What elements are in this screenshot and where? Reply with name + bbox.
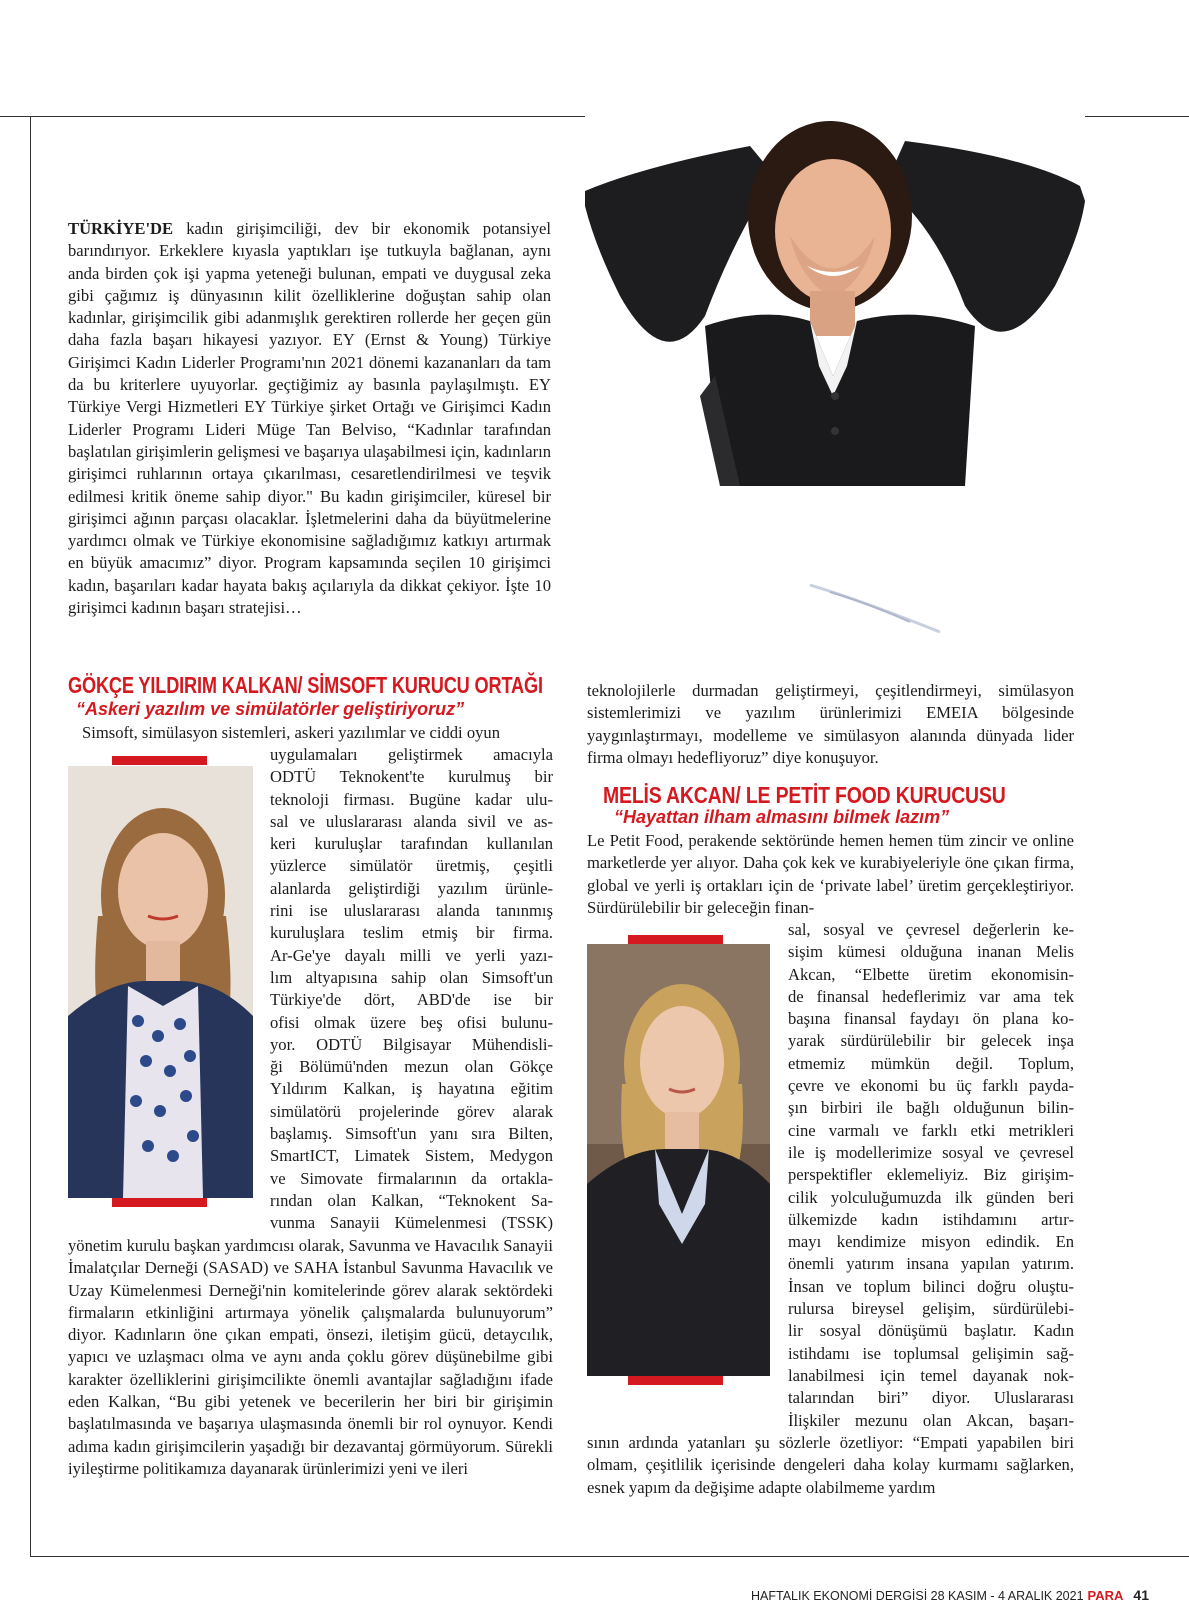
photo-melis-akcan — [587, 944, 770, 1376]
intro-text: kadın girişimciliği, dev bir ekonomik potansiyel barındırıyor. Erkeklere kıyasla yaptıkları işe tutkuyla bağlanan, aynı anda birden çok işi yapma yeteneği bulunan, empati ve duygusal zeka gibi çağımız iş dünyasının kilit özelliklerine doğuştan sahip olan kadınlar, girişimcilik gibi adanmışlık gerektiren rollerde her geçen gün daha fazla başarı hikayesi yazıyor. EY (Ernst & Young) Türkiye Girişimci Kadın Liderler Programı'nın 2021 dönemi kazananları da tam da bu kriterlere uyuyorlar. geçtiğimiz ay basınla paylaşılmıştı. EY Türkiye Vergi Hizmetleri EY Türkiye şirket Ortağı ve Girişimci Kadın Liderler Programı Lideri Müge Tan Belviso, “Kadınlar tarafından başlatılan girişimlerin gelişmesi ve başarıya ulaşabilmesi için, kadınların girişimci ruhlarının ortaya çıkarılması, cesaretlendirilmesi ve teşvik edilmesi kritik öneme sahip diyor." Bu kadın girişimciler, küresel bir girişimci ağının parçası olacaklar. İşletmelerini daha da büyütmelerine yardımcı olmak ve Türkiye ekonomisine sağladığımız katkıyı artırmak en büyük amacımız” diyor. Program kapsamında seçilen 10 girişimci kadın, başarıları kadar hayata bakış açılarıyla da dikkat çekiyor. İşte 10 girişimci kadının başarı stratejisi… — [68, 219, 551, 618]
intro-paragraph — [68, 218, 551, 619]
section1-subheading: “Askeri yazılım ve simülatörler geliştiriyoruz” — [76, 699, 465, 719]
section1-wrap-text: uygulamaları geliştirmek amacıyla ODTÜ Teknokent'te kurulmuş bir teknoloji firması. Bugüne kadar ulu- sal ve uluslararası alanda sivil ve as- keri kuruluşlar tarafından kullanılan yüzlerce simülatör üretmiş, çeşitli alanlarda geliştirdiği yazılım ürünle- rini ise uluslararası alanda tanınmış kuruluşlara teslim etmiş bir firma. Ar-Ge'ye dayalı milli ve yerli yazı- lım altyapısına sahip olan Simsoft'un Türkiye'de dört, ABD'de ise bir ofisi olmak üzere beş ofisi bulunu- yor. ODTÜ Bilgisayar Mühendisli- ği Bölümü'nden mezun olan Gökçe Yıldırım Kalkan, iş hayatına eğitim simülatörü projelerinde görev alarak başlamış. Simsoft'un yanı sıra Bilten, SmartICT, Limatek Sistem, Medygon ve Simovate firmalarının da ortakla- rından olan Kalkan, “Teknokent Sa- vunma Sanayii Kümelenmesi (TSSK) — [270, 745, 553, 1233]
section1-photo-bottombar — [112, 1198, 207, 1207]
section2-photo-bottombar — [628, 1376, 723, 1385]
page-footer — [751, 1587, 1149, 1603]
scan-artifact — [800, 570, 950, 640]
footer-brand: PARA — [1087, 1588, 1124, 1603]
section1-photo-topbar — [112, 756, 207, 765]
section1-first-line: Simsoft, simülasyon sistemleri, askeri yazılımlar ve ciddi oyun — [82, 723, 501, 742]
left-rule — [30, 116, 31, 1556]
bottom-rule — [30, 1556, 1189, 1557]
section2-subheading: “Hayattan ilham almasını bilmek lazım” — [614, 807, 950, 827]
section2-heading: MELİS AKCAN/ LE PETİT FOOD KURUCUSU — [603, 782, 1006, 808]
page-number: 41 — [1133, 1587, 1149, 1603]
intro-lead: TÜRKİYE'DE — [68, 219, 174, 238]
photo-gokce-yildirim-kalkan — [68, 766, 253, 1198]
footer-magazine: HAFTALIK EKONOMİ DERGİSİ 28 KASIM - 4 ARALIK 2021 — [751, 1589, 1084, 1603]
section2-photo-topbar — [628, 935, 723, 944]
section1-heading: GÖKÇE YILDIRIM KALKAN/ SİMSOFT KURUCU ORTAĞI — [68, 672, 543, 698]
section2-intro: Le Petit Food, perakende sektöründe hemen hemen tüm zincir ve online marketlerde yer alıyor. Daha çok kek ve kurabiyeleriyle öne çıkan firma, global ve yerli iş ortakları için de ‘private label’ üretim gerçekleştiriyor. Sürdürülebilir bir geleceğin finan- — [587, 831, 1074, 917]
section1-continuation: teknolojilerle durmadan geliştirmeyi, çeşitlendirmeyi, simülasyon sistemlerimizi ve yazılım ürünlerimizi EMEIA bölgesinde yaygınlaştırmayı, modelleme ve simülasyon alanında dünyada lider firma olmayı hedefliyoruz” diye konuşuyor. — [587, 681, 1074, 767]
hero-photo-woman — [585, 116, 1085, 486]
section2-body-rest: sının ardında yatanları şu sözlerle özetliyor: “Empati yapabilen biri olmam, çeşitlilik içerisinde dengeleri daha kolay kurmamı sağlarken, esnek yapım da değişime adapte olabilmeme yardım — [587, 1433, 1074, 1497]
section2-wrap-text: sal, sosyal ve çevresel değerlerin ke- sişim kümesi olduğuna inanan Melis Akcan, “Elbette üretim ekonomisin- de finansal hedeflerimiz var ama tek başına finansal faydayı ön plana ko- yarak sürdürülebilir bir gelecek inşa etmemiz mümkün değil. Toplum, çevre ve ekonomi bu üç farklı payda- şın birbiri ile bağlı olduğunun bilin- cine varmalı ve farklı etki metrikleri ile iş modellerimize sosyal ve çevresel perspektifler eklemeliyiz. Biz girişim- cilik yolculuğumuzda ilk günden beri ülkemizde kadın istihdamını artır- mayı kendimize misyon edindik. En önemli yatırım insana yapılan yatırım. İnsan ve toplum bilinci doğru oluştu- rulursa bireysel gelişim, sürdürülebi- lir sosyal dönüşümü başlatır. Kadın istihdamı ise toplumsal gelişimin sağ- lanabilmesi için temel dayanak nok- talarından biri” diyor. Uluslararası İlişkiler mezunu olan Akcan, başarı- — [788, 920, 1074, 1430]
section1-body-rest: yönetim kurulu başkan yardımcısı olarak, Savunma ve Havacılık Sanayii İmalatçılar Derneği (SASAD) ve SAHA İstanbul Savunma Havacılık ve Uzay Kümelenmesi Derneği'nin komitelerinde görev alarak sektördeki firmaların etkinliğini artırmaya yönelik çalışmalarda bulunuyorum” diyor. Kadınların öne çıkan empati, önsezi, iletişim gücü, detaycılık, yapıcı ve uzlaşmacı olma ve aynı anda çoklu görev düşünebilme gibi karakter özelliklerini girişimcilikte önemli avantajlar sağladığını ifade eden Kalkan, “Bu gibi yetenek ve becerilerin her biri bir girişimin başlatılmasında ve başarıya ulaşmasında önemli bir rol oynuyor. Kendi adıma kadın girişimcilerin yaşadığı bir dezavantaj görmüyorum. Sürekli iyileştirme politikamıza dayanarak ürünlerimizi yeni ve ileri — [68, 1236, 553, 1478]
